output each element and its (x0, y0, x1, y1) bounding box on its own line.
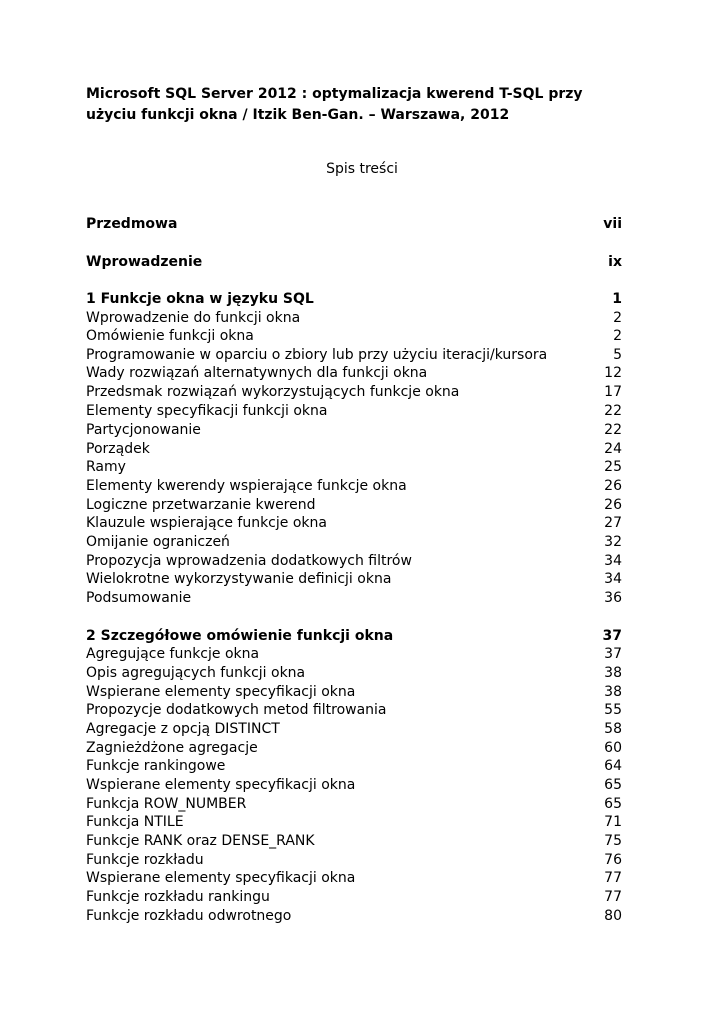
document-header: Microsoft SQL Server 2012 : optymalizacja kwerend T-SQL przy użyciu funkcji okna / Itzik Ben-Gan. – Warszawa, 2012 (86, 86, 583, 123)
toc-entry (86, 795, 622, 814)
toc-entry-page: 25 (604, 459, 622, 475)
toc-entry-title: Wspierane elementy specyfikacji okna (86, 684, 356, 700)
toc-entry-title: Funkcje rozkładu odwrotnego (86, 908, 292, 924)
toc-entry (86, 440, 622, 459)
toc-entry (86, 851, 622, 870)
toc-entry-page: 65 (604, 796, 622, 812)
toc-entry-title: Funkcja NTILE (86, 814, 184, 830)
toc-entry (86, 739, 622, 758)
toc-entry-page: 38 (604, 665, 622, 681)
toc-entry-title: Funkcja ROW_NUMBER (86, 796, 247, 812)
toc-entry (86, 496, 622, 515)
toc-entry-page: 75 (604, 833, 622, 849)
toc-entry (86, 458, 622, 477)
toc-entry-page: 34 (604, 571, 622, 587)
toc-entry (86, 832, 622, 851)
toc-entry (86, 776, 622, 795)
toc-entry-title: Klauzule wspierające funkcje okna (86, 515, 327, 531)
toc-entry (86, 664, 622, 683)
toc-entry (86, 477, 622, 496)
toc-entry-page: 22 (604, 403, 622, 419)
toc-entry (86, 683, 622, 702)
toc-entry-page: 64 (604, 758, 622, 774)
toc-entry-title: Funkcje rankingowe (86, 758, 226, 774)
toc-entry-title: Opis agregujących funkcji okna (86, 665, 306, 681)
toc-entry-page: 80 (604, 908, 622, 924)
toc-entry (86, 253, 622, 272)
toc-entry-page: 27 (604, 515, 622, 531)
toc-entry (86, 514, 622, 533)
toc-entry-page: 60 (604, 740, 622, 756)
toc-entry-page: 22 (604, 422, 622, 438)
toc-entry (86, 215, 622, 234)
toc-entry-page: 36 (604, 590, 622, 606)
toc-entry-title: Wspierane elementy specyfikacji okna (86, 777, 356, 793)
toc-entry (86, 627, 622, 646)
toc-entry (86, 813, 622, 832)
toc-entry-title: Propozycje dodatkowych metod filtrowania (86, 702, 387, 718)
toc-entry-title: Przedsmak rozwiązań wykorzystujących funkcje okna (86, 384, 460, 400)
toc-entry-title: Partycjonowanie (86, 422, 201, 438)
toc-entry-title: Logiczne przetwarzanie kwerend (86, 497, 316, 513)
toc-entry (86, 309, 622, 328)
toc-entry-title: Funkcje rozkładu (86, 852, 204, 868)
toc-heading: Spis treści (326, 161, 398, 177)
toc-entry (86, 869, 622, 888)
toc-entry-title: Programowanie w oparciu o zbiory lub przy użyciu iteracji/kursora (86, 347, 548, 363)
toc-entry (86, 346, 622, 365)
toc-entry-title: Omijanie ograniczeń (86, 534, 230, 550)
toc-entry (86, 570, 622, 589)
toc-entry-page: 2 (613, 328, 622, 344)
toc-entry-title: Propozycja wprowadzenia dodatkowych filtrów (86, 553, 412, 569)
toc-entry (86, 907, 622, 926)
toc-entry-page: 71 (604, 814, 622, 830)
toc-entry-title: Wprowadzenie do funkcji okna (86, 310, 301, 326)
toc-entry-page: 32 (604, 534, 622, 550)
toc-entry-page: 5 (613, 347, 622, 363)
toc-entry (86, 533, 622, 552)
toc-entry-page: ix (608, 254, 622, 270)
toc-entry-page: 37 (602, 628, 622, 644)
toc-entry-page: 76 (604, 852, 622, 868)
toc-entry-page: 65 (604, 777, 622, 793)
toc-entry-page: 1 (612, 291, 622, 307)
toc-entry (86, 552, 622, 571)
toc-entry-title: Wady rozwiązań alternatywnych dla funkcji okna (86, 365, 428, 381)
toc-entry-page: 38 (604, 684, 622, 700)
toc-entry-title: 1 Funkcje okna w języku SQL (86, 291, 314, 307)
toc-entry (86, 645, 622, 664)
toc-entry-page: 37 (604, 646, 622, 662)
toc-entry-title: Wielokrotne wykorzystywanie definicji okna (86, 571, 392, 587)
toc-entry-page: 55 (604, 702, 622, 718)
toc-entry-title: Ramy (86, 459, 126, 475)
toc-entry-title: Funkcje RANK oraz DENSE_RANK (86, 833, 315, 849)
toc-entry (86, 290, 622, 309)
toc-entry (86, 383, 622, 402)
toc-entry-page: 17 (604, 384, 622, 400)
toc-entry-title: Omówienie funkcji okna (86, 328, 254, 344)
toc-entry-title: 2 Szczegółowe omówienie funkcji okna (86, 628, 394, 644)
toc-entry-title: Agregujące funkcje okna (86, 646, 260, 662)
toc-entry (86, 421, 622, 440)
toc-entry-page: 58 (604, 721, 622, 737)
toc-entry (86, 701, 622, 720)
toc-entry-page: 26 (604, 478, 622, 494)
toc-entry-title: Zagnieżdżone agregacje (86, 740, 258, 756)
toc-entry-page: 77 (604, 889, 622, 905)
toc-entry-title: Funkcje rozkładu rankingu (86, 889, 270, 905)
toc-entry (86, 364, 622, 383)
toc-entry-page: 77 (604, 870, 622, 886)
toc-entry-title: Wprowadzenie (86, 254, 203, 270)
toc-entry-page: 2 (613, 310, 622, 326)
toc-entry-title: Agregacje z opcją DISTINCT (86, 721, 280, 737)
toc-entry (86, 888, 622, 907)
toc-entry (86, 757, 622, 776)
toc-entry-page: 24 (604, 441, 622, 457)
toc-entry-page: vii (603, 216, 622, 232)
toc-entry (86, 402, 622, 421)
toc-entry-title: Przedmowa (86, 216, 178, 232)
toc-entry (86, 589, 622, 608)
toc-entry-page: 34 (604, 553, 622, 569)
toc-entry (86, 720, 622, 739)
toc-entry-page: 12 (604, 365, 622, 381)
toc-entry-title: Podsumowanie (86, 590, 192, 606)
toc-entry-page: 26 (604, 497, 622, 513)
toc-entry-title: Porządek (86, 441, 150, 457)
toc-entry (86, 327, 622, 346)
toc-entry-title: Elementy specyfikacji funkcji okna (86, 403, 328, 419)
toc-entry-title: Wspierane elementy specyfikacji okna (86, 870, 356, 886)
toc-entry-title: Elementy kwerendy wspierające funkcje okna (86, 478, 407, 494)
